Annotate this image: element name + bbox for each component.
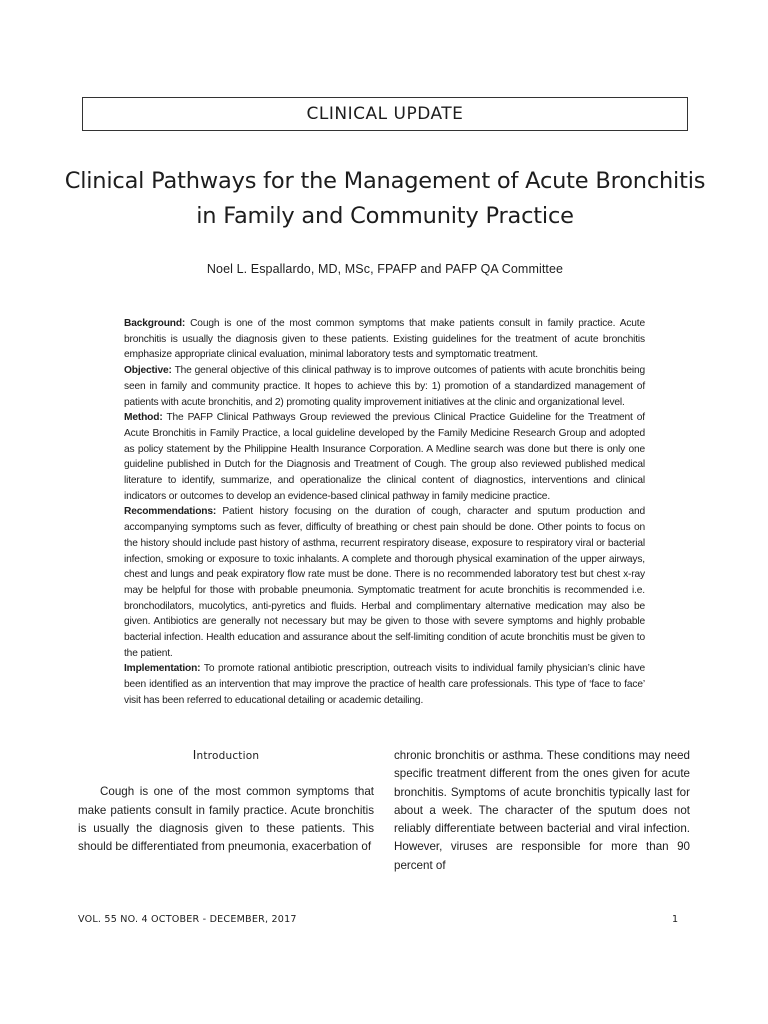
introduction-heading-initial: I [192, 748, 197, 762]
abstract-method [124, 410, 645, 504]
section-banner [82, 97, 688, 131]
introduction-paragraph-right: chronic bronchitis or asthma. These conditions may need specific treatment different from the ones given for acute bronchitis. Symptoms of acute bronchitis typically last for about a week. The character of the sputum does not reliably differentiate between bacterial and viral infection. However, viruses are responsible for more than 90 percent of [394, 749, 690, 872]
abstract-recommendations [124, 504, 645, 661]
abstract-implementation-text: To promote rational antibiotic prescription, outreach visits to individual family physician’s clinic have been identified as an intervention that may improve the practice of health care professionals. This type of ‘face to face’ visit has been referred to educational detailing or academic detailing. [124, 663, 645, 706]
abstract-method-label: Method: [124, 412, 163, 424]
abstract-background [124, 316, 645, 363]
abstract-implementation-label: Implementation: [124, 663, 201, 675]
footer-page-number: 1 [672, 914, 679, 925]
abstract [124, 316, 645, 709]
abstract-objective-label: Objective: [124, 365, 172, 377]
body-column-left [78, 746, 374, 856]
abstract-objective [124, 363, 645, 410]
abstract-recommendations-label: Recommendations: [124, 506, 217, 518]
section-banner-label: CLINICAL UPDATE [306, 104, 464, 124]
introduction-heading [78, 746, 374, 765]
article-title: Clinical Pathways for the Management of Acute Bronchitis in Family and Community Practice [64, 168, 706, 229]
article-authors: Noel L. Espallardo, MD, MSc, FPAFP and PAFP QA Committee [206, 262, 564, 276]
abstract-background-label: Background: [124, 318, 186, 329]
abstract-background-text: Cough is one of the most common symptoms that make patients consult in family practice. Acute bronchitis is usually the diagnosis given to these patients. Existing guidelines for the treatment of acute bronchitis emphasize appropriate clinical evaluation, minimal laboratory tests and symptomatic treatment. [124, 318, 645, 361]
abstract-recommendations-text: Patient history focusing on the duration of cough, character and sputum production and accompanying symptoms such as fever, difficulty of breathing or chest pain should be done. Other points to focus on the history should include past history of asthma, recurrent respiratory disease, exposure to respiratory viral or bacterial infection, smoking or exposure to toxic inhalants. A complete and thorough physical examination of the upper airways, chest and lungs and peak expiratory flow rate must be done. There is no recommended laboratory test but chest x-ray may be helpful for those with probable pneumonia. Symptomatic treatment for acute bronchitis is recommended i.e. bronchodilators, mucolytics, anti-pyretics and fluids. Herbal and complimentary alternative medication may also be given. Antibiotics are generally not necessary but may be given to those with severe symptoms and highly probable bacterial infection. Health education and assurance about the self-limiting condition of acute bronchitis must be given to the patient. [124, 506, 645, 659]
abstract-method-text: The PAFP Clinical Pathways Group reviewed the previous Clinical Practice Guideline for the Treatment of Acute Bronchitis in Family Practice, a local guideline developed by the Family Medicine Research Group and adopted as policy statement by the Philippine Health Insurance Corporation. A Medline search was done but there is only one guideline published in Dutch for the Diagnosis and Treatment of Cough. The group also reviewed published medical literature to identify, summarize, and operationalize the clinical content of diagnostics, interventions and clinical indicators or outcomes to develop an evidence-based clinical pathway in family medicine practice. [124, 412, 645, 502]
introduction-paragraph-left: Cough is one of the most common symptoms that make patients consult in family practice. Acute bronchitis is usually the diagnosis given to these patients. This should be differentiated from pneumonia, exacerbation of [78, 785, 374, 854]
introduction-heading-rest: ntroduction [196, 750, 260, 762]
abstract-implementation [124, 661, 645, 708]
footer-volume: VOL. 55 NO. 4 OCTOBER - DECEMBER, 2017 [78, 914, 297, 925]
abstract-objective-text: The general objective of this clinical pathway is to improve outcomes of patients with acute bronchitis being seen in family and community practice. It hopes to achieve this by: 1) promotion of a standardized management of patients with acute bronchitis, and 2) promoting quality improvement initiatives at the clinic and organizational level. [124, 365, 645, 408]
body-column-right [394, 747, 690, 875]
